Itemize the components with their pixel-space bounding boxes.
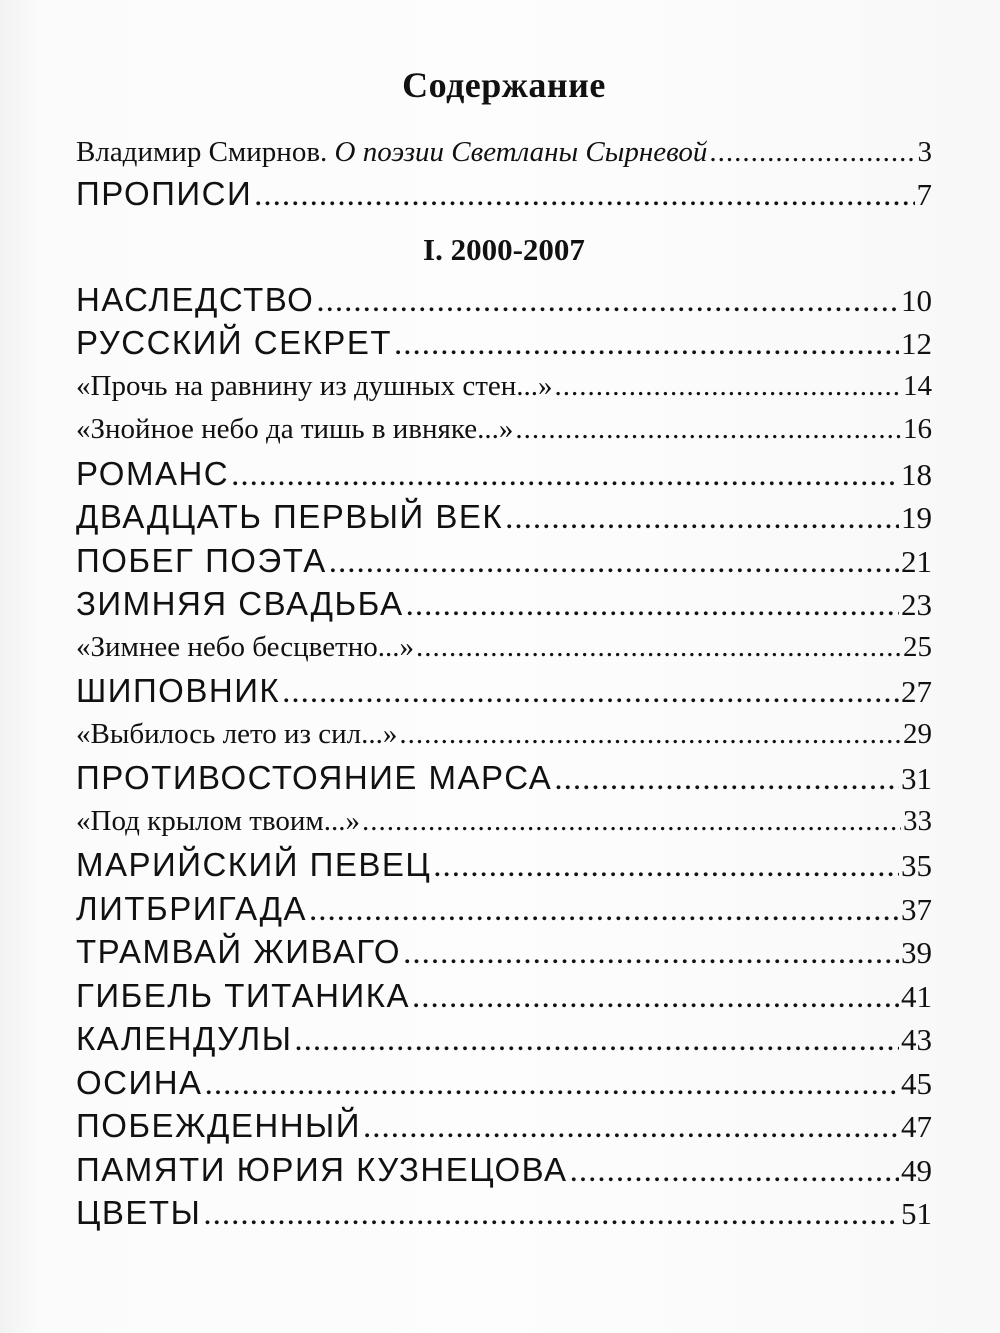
toc-page-number: 37: [901, 891, 932, 927]
dot-leader: [554, 756, 899, 800]
toc-page-number: 12: [901, 326, 932, 361]
toc-entry-label: ГИБЕЛЬ ТИТАНИКА: [76, 976, 410, 1014]
toc-page-number: 27: [901, 674, 932, 709]
toc-entry-label: РУССКИЙ СЕКРЕТ: [76, 324, 392, 361]
toc-entry: [76, 974, 932, 1018]
toc-page-number: 16: [903, 413, 932, 445]
toc-entry-intro: [76, 132, 932, 172]
dot-leader: [709, 132, 915, 172]
toc-entry-label: ТРАМВАЙ ЖИВАГО: [76, 933, 402, 970]
toc-entry-label: ПРОПИСИ: [76, 175, 253, 212]
toc-page-number: 25: [903, 630, 932, 663]
toc-entry: [76, 278, 932, 322]
toc-entry: [76, 321, 932, 365]
toc-entry-label: «Знойное небо да тишь в ивняке...»: [76, 413, 514, 445]
toc-entry: [76, 756, 932, 800]
toc-entry-label: ДВАДЦАТЬ ПЕРВЫЙ ВЕК: [76, 498, 504, 535]
toc-entry: [76, 843, 932, 887]
toc-page-number: 47: [901, 1109, 932, 1144]
toc-entry: [76, 582, 932, 626]
toc-entry-label: КАЛЕНДУЛЫ: [76, 1020, 293, 1057]
dot-leader: [399, 713, 901, 757]
table-of-contents: [76, 60, 932, 1235]
toc-entry: [76, 800, 932, 844]
dot-leader: [515, 408, 901, 452]
toc-entry-label: ЦВЕТЫ: [76, 1194, 202, 1231]
toc-entry: [76, 713, 932, 757]
dot-leader: [555, 365, 901, 409]
toc-page-number: 7: [916, 177, 932, 212]
toc-page-number: 35: [901, 848, 932, 883]
dot-leader: [203, 1191, 899, 1235]
dot-leader: [205, 1061, 899, 1105]
toc-entry: [76, 1104, 932, 1148]
toc-entry-label: ПОБЕЖДЕННЫЙ: [76, 1107, 361, 1144]
toc-page-number: 51: [901, 1196, 932, 1231]
toc-entry-label: ПРОТИВОСТОЯНИЕ МАРСА: [76, 759, 553, 796]
toc-entry-label: ЛИТБРИГАДА: [76, 889, 308, 927]
toc-page-number: 19: [901, 500, 932, 535]
toc-page-number: 33: [903, 804, 932, 837]
toc-page-number: 29: [903, 717, 932, 750]
dot-leader: [505, 495, 899, 539]
toc-entry-label: РОМАНС: [76, 454, 230, 492]
toc-entry: [76, 930, 932, 974]
toc-entry-prologue: [76, 172, 932, 216]
toc-entry: [76, 626, 932, 670]
intro-author: Владимир Смирнов.: [76, 136, 328, 168]
toc-entry: [76, 669, 932, 713]
toc-entry-label: ПАМЯТИ ЮРИЯ КУЗНЕЦОВА: [76, 1150, 568, 1188]
dot-leader: [363, 1104, 899, 1148]
toc-page-number: 45: [901, 1065, 932, 1101]
toc-page-number: 21: [901, 543, 932, 579]
toc-entry: [76, 1061, 932, 1105]
dot-leader: [406, 582, 899, 626]
section-heading: I. 2000-2007: [423, 231, 585, 267]
toc-entry-label: «Зимнее небо бесцветно...»: [76, 630, 415, 663]
dot-leader: [416, 626, 901, 670]
dot-leader: [254, 172, 914, 216]
toc-page-number: 39: [901, 935, 932, 970]
dot-leader: [412, 974, 899, 1018]
toc-entry: [76, 539, 932, 583]
toc-entry-label: [76, 132, 707, 172]
toc-entry-label: «Прочь на равнину из душных стен...»: [76, 369, 553, 402]
toc-entry: [76, 452, 932, 496]
dot-leader: [570, 1148, 899, 1192]
dot-leader: [394, 321, 899, 365]
toc-page-number: 31: [901, 761, 932, 796]
toc-entry-label: «Под крылом твоим...»: [76, 804, 360, 837]
toc-entry-label: ЗИМНЯЯ СВАДЬБА: [76, 585, 404, 622]
toc-entry-label: ОСИНА: [76, 1063, 203, 1101]
toc-entry: [76, 1191, 932, 1235]
dot-leader: [433, 843, 899, 887]
dot-leader: [282, 669, 899, 713]
toc-entry: [76, 495, 932, 539]
toc-entry-label: НАСЛЕДСТВО: [76, 280, 315, 318]
toc-entry: [76, 1017, 932, 1061]
toc-page-number: 10: [901, 282, 932, 318]
intro-work-title: О поэзии Светланы Сырневой: [334, 136, 708, 168]
toc-entry-label: ШИПОВНИК: [76, 672, 281, 709]
page-title: Содержание: [402, 65, 606, 105]
toc-entry: [76, 1148, 932, 1192]
toc-entry: [76, 408, 932, 452]
toc-page-number: 14: [903, 369, 932, 402]
dot-leader: [309, 887, 899, 931]
toc-page-number: 49: [901, 1152, 932, 1188]
toc-page-number: 18: [901, 456, 932, 492]
dot-leader: [329, 539, 899, 583]
toc-page-number: 41: [901, 978, 932, 1014]
dot-leader: [403, 930, 899, 974]
dot-leader: [362, 800, 901, 844]
toc-page-number: 3: [917, 136, 932, 168]
toc-entry: [76, 365, 932, 409]
toc-entry-label: ПОБЕГ ПОЭТА: [76, 541, 327, 579]
toc-entry-list: [76, 278, 932, 1235]
dot-leader: [294, 1017, 899, 1061]
toc-page-number: 23: [901, 587, 932, 622]
toc-entry-label: МАРИЙСКИЙ ПЕВЕЦ: [76, 846, 432, 883]
toc-entry-label: «Выбилось лето из сил...»: [76, 717, 398, 750]
dot-leader: [316, 278, 899, 322]
dot-leader: [231, 452, 899, 496]
toc-page-number: 43: [901, 1022, 932, 1057]
toc-entry: [76, 887, 932, 931]
